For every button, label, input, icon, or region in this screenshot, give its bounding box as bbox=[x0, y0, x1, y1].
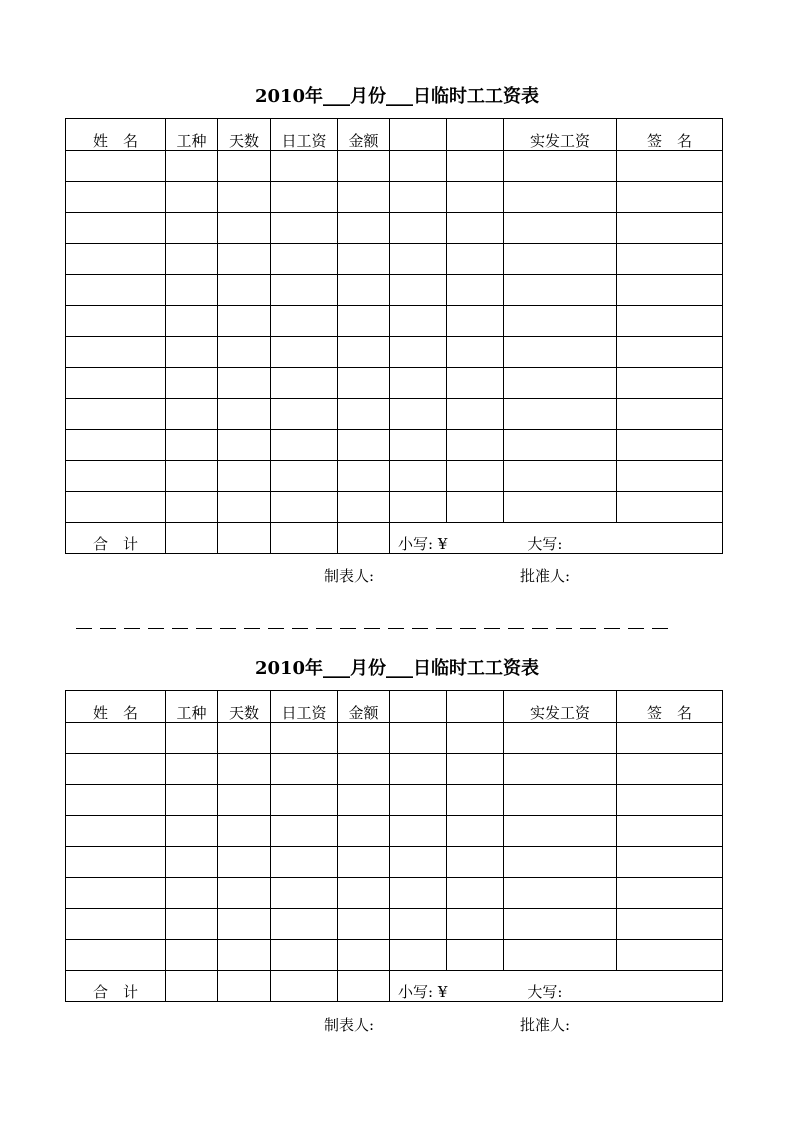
form1-table-cell[interactable] bbox=[166, 275, 218, 306]
form1-table-cell[interactable] bbox=[166, 399, 218, 430]
form1-table-cell[interactable] bbox=[447, 275, 504, 306]
form2-table-cell[interactable] bbox=[166, 754, 218, 785]
form1-table-cell[interactable] bbox=[447, 430, 504, 461]
form1-table-cell[interactable] bbox=[390, 461, 447, 492]
form1-table-row bbox=[66, 213, 723, 244]
form1-header-blank-2 bbox=[447, 119, 504, 151]
form1-table-row bbox=[66, 244, 723, 275]
form2-table-row bbox=[66, 847, 723, 878]
form1-table-cell[interactable] bbox=[338, 306, 390, 337]
form1-table-cell[interactable] bbox=[504, 244, 617, 275]
form1-table-cell[interactable] bbox=[66, 492, 166, 523]
form1-table-cell[interactable] bbox=[338, 492, 390, 523]
form1-table-cell[interactable] bbox=[504, 461, 617, 492]
form1-table-cell[interactable] bbox=[447, 461, 504, 492]
form1-table-cell[interactable] bbox=[447, 306, 504, 337]
form1-table-cell[interactable] bbox=[66, 368, 166, 399]
form2-header-net-pay: 实发工资 bbox=[504, 691, 617, 723]
form1-table-cell[interactable] bbox=[390, 182, 447, 213]
form1-table-cell[interactable] bbox=[271, 492, 338, 523]
form1-table-cell[interactable] bbox=[271, 368, 338, 399]
form1-table-cell[interactable] bbox=[218, 368, 271, 399]
form1-table-cell[interactable] bbox=[447, 182, 504, 213]
cut-line-dash bbox=[76, 628, 92, 629]
form2-total-amount-cell[interactable] bbox=[390, 971, 723, 1002]
form2-total-cell[interactable] bbox=[166, 971, 218, 1002]
form1-table-cell[interactable] bbox=[447, 213, 504, 244]
cut-line-dash bbox=[532, 628, 548, 629]
form1-big-amount-label: 大写: bbox=[527, 535, 563, 553]
form1-table-cell[interactable] bbox=[504, 337, 617, 368]
form2-table-cell[interactable] bbox=[617, 723, 723, 754]
form1-table-cell[interactable] bbox=[447, 244, 504, 275]
form2-table-cell[interactable] bbox=[338, 754, 390, 785]
form2-header-blank-1 bbox=[390, 691, 447, 723]
form1-table-cell[interactable] bbox=[66, 182, 166, 213]
form2-table-row bbox=[66, 878, 723, 909]
form1-table-cell[interactable] bbox=[617, 151, 723, 182]
form2-payroll-table bbox=[65, 690, 723, 1002]
form1-table-cell[interactable] bbox=[338, 213, 390, 244]
form2-table-cell[interactable] bbox=[338, 723, 390, 754]
form1-table-cell[interactable] bbox=[617, 461, 723, 492]
form1-total-cell[interactable] bbox=[271, 523, 338, 554]
form2-table-cell[interactable] bbox=[447, 816, 504, 847]
cut-line-dash bbox=[316, 628, 332, 629]
form1-table-cell[interactable] bbox=[504, 182, 617, 213]
form1-table-row bbox=[66, 337, 723, 368]
form1-table-cell[interactable] bbox=[338, 337, 390, 368]
form2-big-amount-label: 大写: bbox=[527, 983, 563, 1001]
form1-table-row bbox=[66, 461, 723, 492]
form1-table-cell[interactable] bbox=[390, 213, 447, 244]
form1-table-cell[interactable] bbox=[66, 461, 166, 492]
cut-line-dash bbox=[340, 628, 356, 629]
form2-table-cell[interactable] bbox=[390, 723, 447, 754]
form1-table-cell[interactable] bbox=[166, 244, 218, 275]
form1-table-row bbox=[66, 182, 723, 213]
form1-table-cell[interactable] bbox=[447, 337, 504, 368]
form1-table-cell[interactable] bbox=[338, 275, 390, 306]
form1-table-cell[interactable] bbox=[338, 368, 390, 399]
form2-table-cell[interactable] bbox=[447, 940, 504, 971]
form1-table-cell[interactable] bbox=[66, 275, 166, 306]
form1-table-cell[interactable] bbox=[218, 461, 271, 492]
form1-payroll-table bbox=[65, 118, 723, 554]
cut-line-dash bbox=[148, 628, 164, 629]
form1-table-cell[interactable] bbox=[447, 151, 504, 182]
form2-table-cell[interactable] bbox=[447, 723, 504, 754]
form1-table-row bbox=[66, 275, 723, 306]
form1-table-cell[interactable] bbox=[617, 244, 723, 275]
form1-table-cell[interactable] bbox=[504, 275, 617, 306]
form1-table-cell[interactable] bbox=[617, 275, 723, 306]
form1-table-cell[interactable] bbox=[271, 306, 338, 337]
form1-table-cell[interactable] bbox=[218, 492, 271, 523]
form2-table-cell[interactable] bbox=[617, 878, 723, 909]
form2-table-cell[interactable] bbox=[617, 754, 723, 785]
form1-header-name: 姓 名 bbox=[66, 119, 166, 151]
form2-header-blank-2 bbox=[447, 691, 504, 723]
form2-table-cell[interactable] bbox=[218, 754, 271, 785]
cut-line-dash bbox=[268, 628, 284, 629]
cut-line-dash bbox=[364, 628, 380, 629]
form2-header-daily-wage: 日工资 bbox=[271, 691, 338, 723]
cut-line-dash bbox=[604, 628, 620, 629]
form1-table-cell[interactable] bbox=[617, 182, 723, 213]
form1-approver-label: 批准人: bbox=[520, 567, 571, 585]
form2-table-cell[interactable] bbox=[504, 754, 617, 785]
cut-line-dash bbox=[460, 628, 476, 629]
form1-table-cell[interactable] bbox=[617, 399, 723, 430]
form1-header-daily-wage: 日工资 bbox=[271, 119, 338, 151]
form1-table-cell[interactable] bbox=[390, 337, 447, 368]
form2-header-amount: 金额 bbox=[338, 691, 390, 723]
form2-table-cell[interactable] bbox=[390, 847, 447, 878]
form1-small-amount-label: 小写: ¥ bbox=[398, 535, 448, 553]
form1-table-cell[interactable] bbox=[218, 430, 271, 461]
form2-table-cell[interactable] bbox=[617, 785, 723, 816]
form1-table-cell[interactable] bbox=[338, 182, 390, 213]
form2-table-cell[interactable] bbox=[617, 847, 723, 878]
cut-line-divider bbox=[76, 618, 694, 632]
form2-table-cell[interactable] bbox=[66, 847, 166, 878]
form2-total-label: 合 计 bbox=[66, 971, 166, 1002]
form1-header-signature: 签 名 bbox=[617, 119, 723, 151]
form2-table-cell[interactable] bbox=[166, 785, 218, 816]
cut-line-dash bbox=[124, 628, 140, 629]
form1-table-cell[interactable] bbox=[504, 399, 617, 430]
form2-table-cell[interactable] bbox=[338, 847, 390, 878]
form2-table-cell[interactable] bbox=[390, 785, 447, 816]
form1-header-days: 天数 bbox=[218, 119, 271, 151]
form2-table-cell[interactable] bbox=[390, 754, 447, 785]
form1-table-cell[interactable] bbox=[504, 492, 617, 523]
form2-title: 2010年___月份___日临时工工资表 bbox=[254, 658, 540, 679]
form1-table-cell[interactable] bbox=[390, 306, 447, 337]
cut-line-dash bbox=[436, 628, 452, 629]
form2-table-cell[interactable] bbox=[218, 723, 271, 754]
form1-table-row bbox=[66, 306, 723, 337]
form2-table-cell[interactable] bbox=[166, 816, 218, 847]
form1-table-cell[interactable] bbox=[338, 244, 390, 275]
form2-total-cell[interactable] bbox=[218, 971, 271, 1002]
form1-table-cell[interactable] bbox=[166, 306, 218, 337]
cut-line-dash bbox=[220, 628, 236, 629]
form2-table-cell[interactable] bbox=[338, 878, 390, 909]
form2-table-cell[interactable] bbox=[271, 816, 338, 847]
form1-table-cell[interactable] bbox=[218, 306, 271, 337]
cut-line-dash bbox=[652, 628, 668, 629]
form2-table-cell[interactable] bbox=[338, 816, 390, 847]
form1-table-cell[interactable] bbox=[166, 213, 218, 244]
form1-table-cell[interactable] bbox=[166, 430, 218, 461]
form1-table-row bbox=[66, 399, 723, 430]
form2-table-cell[interactable] bbox=[271, 909, 338, 940]
form2-table-cell[interactable] bbox=[271, 754, 338, 785]
form1-table-cell[interactable] bbox=[166, 492, 218, 523]
form1-table-cell[interactable] bbox=[617, 430, 723, 461]
form2-table-cell[interactable] bbox=[504, 878, 617, 909]
cut-line-dash bbox=[100, 628, 116, 629]
form1-table-cell[interactable] bbox=[66, 306, 166, 337]
form1-table-cell[interactable] bbox=[504, 430, 617, 461]
form1-table-cell[interactable] bbox=[218, 151, 271, 182]
form2-header-job-type: 工种 bbox=[166, 691, 218, 723]
cut-line-dash bbox=[412, 628, 428, 629]
form2-table-cell[interactable] bbox=[166, 878, 218, 909]
form1-table-cell[interactable] bbox=[338, 461, 390, 492]
form1-table-cell[interactable] bbox=[617, 213, 723, 244]
form1-total-label: 合 计 bbox=[66, 523, 166, 554]
cut-line-dash bbox=[244, 628, 260, 629]
form2-table-cell[interactable] bbox=[390, 816, 447, 847]
form2-header-signature: 签 名 bbox=[617, 691, 723, 723]
form1-header-job-type: 工种 bbox=[166, 119, 218, 151]
form1-table-cell[interactable] bbox=[617, 306, 723, 337]
form1-total-cell[interactable] bbox=[218, 523, 271, 554]
form1-table-cell[interactable] bbox=[166, 182, 218, 213]
cut-line-dash bbox=[388, 628, 404, 629]
form2-header-row bbox=[66, 691, 723, 723]
form2-table-cell[interactable] bbox=[66, 785, 166, 816]
form1-table-cell[interactable] bbox=[504, 306, 617, 337]
form1-table-cell[interactable] bbox=[447, 368, 504, 399]
form1-table-cell[interactable] bbox=[218, 213, 271, 244]
form2-table-cell[interactable] bbox=[504, 785, 617, 816]
form1-preparer-label: 制表人: bbox=[324, 567, 375, 585]
form2-table-cell[interactable] bbox=[338, 940, 390, 971]
form1-table-cell[interactable] bbox=[218, 244, 271, 275]
cut-line-dash bbox=[484, 628, 500, 629]
form2-table-cell[interactable] bbox=[66, 909, 166, 940]
form1-total-row bbox=[66, 523, 723, 554]
form2-table-row bbox=[66, 754, 723, 785]
form1-header-net-pay: 实发工资 bbox=[504, 119, 617, 151]
form2-table-cell[interactable] bbox=[218, 909, 271, 940]
form1-title: 2010年___月份___日临时工工资表 bbox=[254, 86, 540, 107]
form2-table-cell[interactable] bbox=[66, 878, 166, 909]
form1-table-cell[interactable] bbox=[390, 399, 447, 430]
form1-table-cell[interactable] bbox=[338, 151, 390, 182]
form2-table-cell[interactable] bbox=[504, 816, 617, 847]
form2-table-row bbox=[66, 909, 723, 940]
form2-small-amount-label: 小写: ¥ bbox=[398, 983, 448, 1001]
form1-table-cell[interactable] bbox=[504, 213, 617, 244]
form1-table-cell[interactable] bbox=[271, 430, 338, 461]
form1-table-cell[interactable] bbox=[166, 368, 218, 399]
form1-table-cell[interactable] bbox=[271, 337, 338, 368]
form1-table-row bbox=[66, 368, 723, 399]
form1-table-cell[interactable] bbox=[66, 430, 166, 461]
form2-total-row bbox=[66, 971, 723, 1002]
form2-table-cell[interactable] bbox=[271, 940, 338, 971]
cut-line-dash bbox=[628, 628, 644, 629]
form2-table-cell[interactable] bbox=[504, 723, 617, 754]
form1-header-blank-1 bbox=[390, 119, 447, 151]
cut-line-dash bbox=[292, 628, 308, 629]
form2-table-cell[interactable] bbox=[271, 878, 338, 909]
form2-table-cell[interactable] bbox=[504, 940, 617, 971]
form1-table-cell[interactable] bbox=[218, 399, 271, 430]
form1-table-cell[interactable] bbox=[166, 461, 218, 492]
form1-table-cell[interactable] bbox=[390, 151, 447, 182]
form1-table-cell[interactable] bbox=[271, 213, 338, 244]
form2-table-cell[interactable] bbox=[166, 847, 218, 878]
form1-table-cell[interactable] bbox=[66, 337, 166, 368]
form1-table-cell[interactable] bbox=[504, 368, 617, 399]
form1-table-cell[interactable] bbox=[66, 244, 166, 275]
form2-table-row bbox=[66, 940, 723, 971]
form1-table-cell[interactable] bbox=[66, 151, 166, 182]
form1-table-cell[interactable] bbox=[66, 399, 166, 430]
form2-header-name: 姓 名 bbox=[66, 691, 166, 723]
form2-table-cell[interactable] bbox=[617, 816, 723, 847]
form2-table-cell[interactable] bbox=[218, 878, 271, 909]
form1-table-cell[interactable] bbox=[271, 461, 338, 492]
form1-table-cell[interactable] bbox=[617, 337, 723, 368]
form1-table-cell[interactable] bbox=[338, 399, 390, 430]
form2-table-cell[interactable] bbox=[390, 940, 447, 971]
form2-table-cell[interactable] bbox=[66, 940, 166, 971]
form2-table-cell[interactable] bbox=[617, 940, 723, 971]
form1-table-row bbox=[66, 151, 723, 182]
cut-line-dash bbox=[556, 628, 572, 629]
form2-table-cell[interactable] bbox=[338, 785, 390, 816]
form1-total-amount-cell[interactable] bbox=[390, 523, 723, 554]
form2-header-days: 天数 bbox=[218, 691, 271, 723]
cut-line-dash bbox=[172, 628, 188, 629]
form1-table-cell[interactable] bbox=[271, 244, 338, 275]
form2-table-cell[interactable] bbox=[447, 878, 504, 909]
form1-table-cell[interactable] bbox=[390, 492, 447, 523]
form1-table-cell[interactable] bbox=[271, 275, 338, 306]
form1-table-cell[interactable] bbox=[447, 492, 504, 523]
form2-table-cell[interactable] bbox=[166, 723, 218, 754]
form2-table-cell[interactable] bbox=[66, 723, 166, 754]
form2-table-cell[interactable] bbox=[447, 785, 504, 816]
form2-total-cell[interactable] bbox=[271, 971, 338, 1002]
form2-table-cell[interactable] bbox=[166, 940, 218, 971]
form2-table-cell[interactable] bbox=[66, 754, 166, 785]
cut-line-dash bbox=[508, 628, 524, 629]
form2-table-cell[interactable] bbox=[218, 847, 271, 878]
form1-header-amount: 金额 bbox=[338, 119, 390, 151]
form1-table-row bbox=[66, 492, 723, 523]
form2-table-cell[interactable] bbox=[447, 754, 504, 785]
form1-table-cell[interactable] bbox=[271, 151, 338, 182]
form2-table-cell[interactable] bbox=[504, 909, 617, 940]
form1-table-cell[interactable] bbox=[271, 182, 338, 213]
form2-table-cell[interactable] bbox=[271, 723, 338, 754]
form2-table-cell[interactable] bbox=[218, 785, 271, 816]
form1-total-cell[interactable] bbox=[166, 523, 218, 554]
form1-table-cell[interactable] bbox=[218, 337, 271, 368]
cut-line-dash bbox=[196, 628, 212, 629]
form2-table-cell[interactable] bbox=[504, 847, 617, 878]
form1-table-cell[interactable] bbox=[218, 182, 271, 213]
form1-table-cell[interactable] bbox=[166, 151, 218, 182]
form1-table-cell[interactable] bbox=[166, 337, 218, 368]
form2-table-row bbox=[66, 816, 723, 847]
form2-table-cell[interactable] bbox=[218, 816, 271, 847]
form2-table-row bbox=[66, 723, 723, 754]
form2-approver-label: 批准人: bbox=[520, 1016, 571, 1034]
form1-table-cell[interactable] bbox=[617, 492, 723, 523]
form1-total-cell[interactable] bbox=[338, 523, 390, 554]
form2-table-cell[interactable] bbox=[66, 816, 166, 847]
form2-table-cell[interactable] bbox=[447, 909, 504, 940]
form1-table-cell[interactable] bbox=[338, 430, 390, 461]
form2-table-cell[interactable] bbox=[447, 847, 504, 878]
form1-table-cell[interactable] bbox=[66, 213, 166, 244]
form2-table-cell[interactable] bbox=[617, 909, 723, 940]
form1-table-cell[interactable] bbox=[390, 244, 447, 275]
form2-table-cell[interactable] bbox=[166, 909, 218, 940]
form2-table-cell[interactable] bbox=[390, 878, 447, 909]
form2-table-row bbox=[66, 785, 723, 816]
form2-table-cell[interactable] bbox=[271, 847, 338, 878]
form2-table-cell[interactable] bbox=[271, 785, 338, 816]
form1-header-row bbox=[66, 119, 723, 151]
form1-table-cell[interactable] bbox=[271, 399, 338, 430]
form1-table-cell[interactable] bbox=[447, 399, 504, 430]
form1-table-cell[interactable] bbox=[390, 430, 447, 461]
form2-table-cell[interactable] bbox=[218, 940, 271, 971]
cut-line-dash bbox=[580, 628, 596, 629]
form1-table-cell[interactable] bbox=[390, 368, 447, 399]
form2-total-cell[interactable] bbox=[338, 971, 390, 1002]
form1-table-cell[interactable] bbox=[617, 368, 723, 399]
form1-table-row bbox=[66, 430, 723, 461]
form1-table-cell[interactable] bbox=[390, 275, 447, 306]
form1-table-cell[interactable] bbox=[504, 151, 617, 182]
form2-table-cell[interactable] bbox=[338, 909, 390, 940]
form2-preparer-label: 制表人: bbox=[324, 1016, 375, 1034]
form1-table-cell[interactable] bbox=[218, 275, 271, 306]
form2-table-cell[interactable] bbox=[390, 909, 447, 940]
